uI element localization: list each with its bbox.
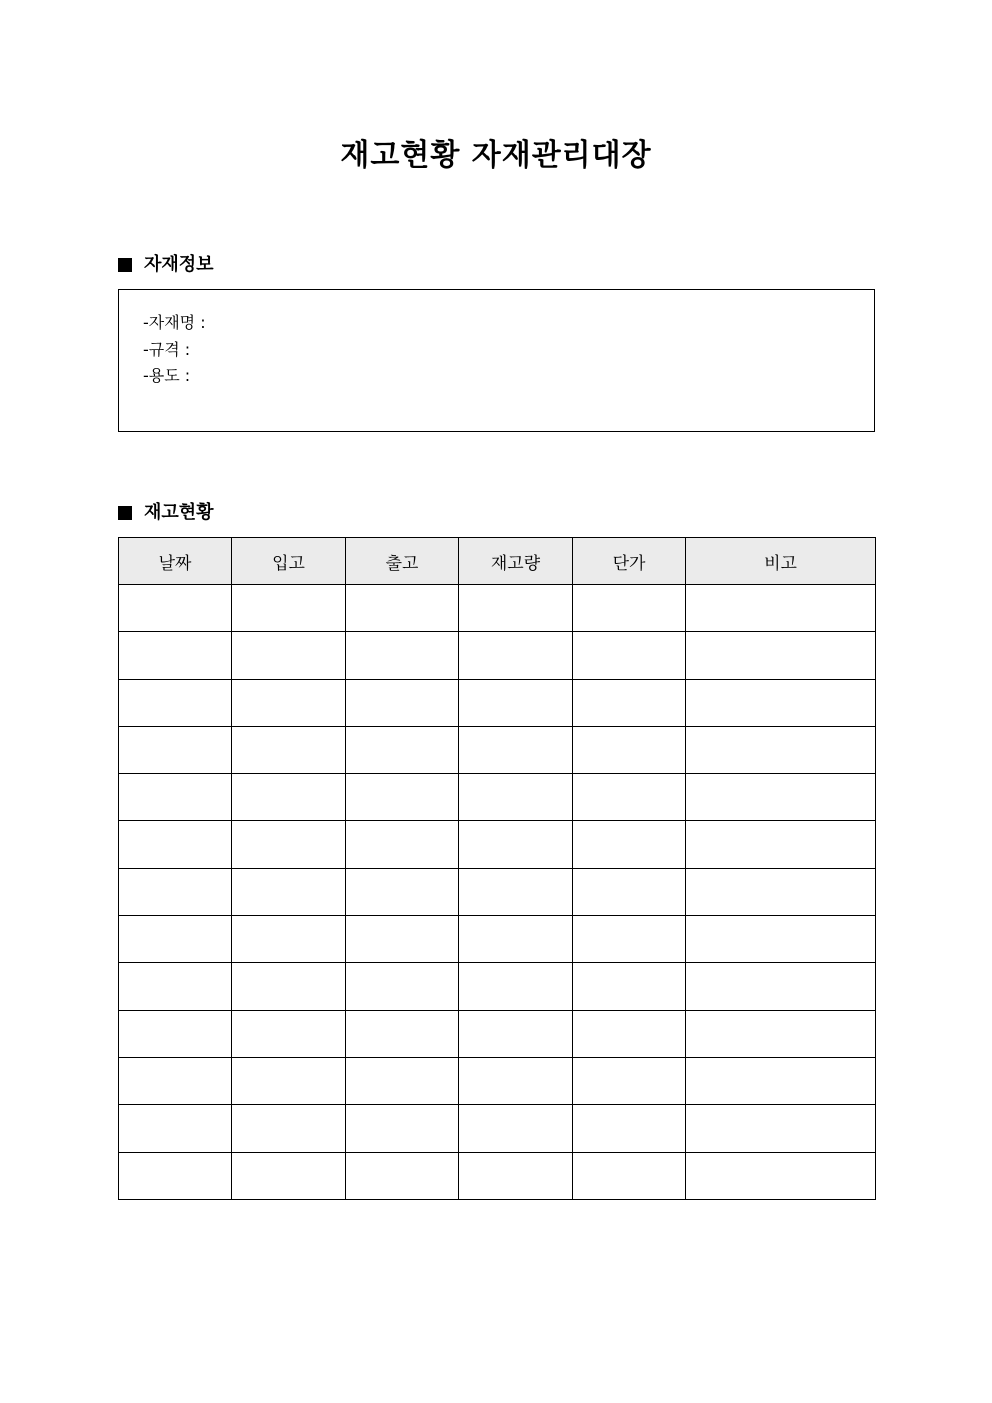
inbound-cell[interactable] [232, 916, 346, 963]
outbound-cell[interactable] [346, 726, 459, 773]
date-cell[interactable] [119, 821, 232, 868]
remarks-cell[interactable] [686, 1152, 876, 1199]
material-spec-field[interactable]: -규격 : [143, 339, 191, 359]
remarks-cell[interactable] [686, 1057, 876, 1104]
quantity-cell[interactable] [459, 632, 573, 679]
outbound-cell[interactable] [346, 585, 459, 632]
inbound-cell[interactable] [232, 632, 346, 679]
outbound-cell[interactable] [346, 868, 459, 915]
remarks-cell[interactable] [686, 774, 876, 821]
unit-price-cell[interactable] [573, 1010, 686, 1057]
outbound-cell[interactable] [346, 1057, 459, 1104]
remarks-cell[interactable] [686, 585, 876, 632]
table-row [119, 585, 876, 632]
unit-price-cell[interactable] [573, 868, 686, 915]
quantity-cell[interactable] [459, 1010, 573, 1057]
square-bullet-icon [118, 506, 132, 520]
outbound-cell[interactable] [346, 1105, 459, 1152]
inbound-cell[interactable] [232, 1152, 346, 1199]
quantity-cell[interactable] [459, 585, 573, 632]
column-header-outbound: 출고 [346, 538, 459, 585]
remarks-cell[interactable] [686, 726, 876, 773]
column-header-unit-price: 단가 [573, 538, 686, 585]
date-cell[interactable] [119, 868, 232, 915]
date-cell[interactable] [119, 963, 232, 1010]
unit-price-cell[interactable] [573, 679, 686, 726]
inbound-cell[interactable] [232, 774, 346, 821]
outbound-cell[interactable] [346, 1010, 459, 1057]
outbound-cell[interactable] [346, 963, 459, 1010]
quantity-cell[interactable] [459, 916, 573, 963]
quantity-cell[interactable] [459, 868, 573, 915]
unit-price-cell[interactable] [573, 916, 686, 963]
quantity-cell[interactable] [459, 774, 573, 821]
remarks-cell[interactable] [686, 916, 876, 963]
material-info-lines [143, 310, 206, 390]
table-row [119, 1057, 876, 1104]
column-header-remarks: 비고 [686, 538, 876, 585]
outbound-cell[interactable] [346, 774, 459, 821]
section-heading-label: 자재정보 [144, 254, 214, 275]
table-header-row [119, 538, 876, 585]
inbound-cell[interactable] [232, 1057, 346, 1104]
outbound-cell[interactable] [346, 916, 459, 963]
date-cell[interactable] [119, 726, 232, 773]
table-row [119, 868, 876, 915]
table-row [119, 821, 876, 868]
outbound-cell[interactable] [346, 632, 459, 679]
column-header-inbound: 입고 [232, 538, 346, 585]
table-row [119, 916, 876, 963]
date-cell[interactable] [119, 632, 232, 679]
remarks-cell[interactable] [686, 1105, 876, 1152]
table-row [119, 1152, 876, 1199]
date-cell[interactable] [119, 916, 232, 963]
inbound-cell[interactable] [232, 1010, 346, 1057]
remarks-cell[interactable] [686, 821, 876, 868]
unit-price-cell[interactable] [573, 963, 686, 1010]
unit-price-cell[interactable] [573, 1057, 686, 1104]
quantity-cell[interactable] [459, 1105, 573, 1152]
table-row [119, 1010, 876, 1057]
table-row [119, 1105, 876, 1152]
unit-price-cell[interactable] [573, 1105, 686, 1152]
date-cell[interactable] [119, 1105, 232, 1152]
unit-price-cell[interactable] [573, 774, 686, 821]
remarks-cell[interactable] [686, 868, 876, 915]
outbound-cell[interactable] [346, 679, 459, 726]
outbound-cell[interactable] [346, 821, 459, 868]
date-cell[interactable] [119, 679, 232, 726]
remarks-cell[interactable] [686, 632, 876, 679]
quantity-cell[interactable] [459, 1057, 573, 1104]
material-name-field[interactable]: -자재명 : [143, 313, 206, 332]
date-cell[interactable] [119, 774, 232, 821]
inbound-cell[interactable] [232, 821, 346, 868]
remarks-cell[interactable] [686, 963, 876, 1010]
outbound-cell[interactable] [346, 1152, 459, 1199]
square-bullet-icon [118, 258, 132, 272]
quantity-cell[interactable] [459, 1152, 573, 1199]
unit-price-cell[interactable] [573, 1152, 686, 1199]
table-row [119, 632, 876, 679]
remarks-cell[interactable] [686, 1010, 876, 1057]
unit-price-cell[interactable] [573, 632, 686, 679]
quantity-cell[interactable] [459, 821, 573, 868]
inbound-cell[interactable] [232, 963, 346, 1010]
table-row [119, 679, 876, 726]
inbound-cell[interactable] [232, 726, 346, 773]
section-heading-label: 재고현황 [144, 502, 214, 523]
column-header-quantity: 재고량 [459, 538, 573, 585]
inbound-cell[interactable] [232, 585, 346, 632]
unit-price-cell[interactable] [573, 585, 686, 632]
section-heading-material-info [118, 253, 214, 277]
inbound-cell[interactable] [232, 868, 346, 915]
inbound-cell[interactable] [232, 679, 346, 726]
table-row [119, 774, 876, 821]
page-title: 재고현황 자재관리대장 [340, 138, 652, 173]
table-row [119, 963, 876, 1010]
column-header-date: 날짜 [119, 538, 232, 585]
stock-table-body [119, 585, 876, 1200]
date-cell[interactable] [119, 1057, 232, 1104]
material-info-box [118, 289, 875, 432]
quantity-cell[interactable] [459, 726, 573, 773]
section-heading-stock-status [118, 501, 214, 525]
unit-price-cell[interactable] [573, 821, 686, 868]
stock-table [118, 537, 876, 1200]
date-cell[interactable] [119, 585, 232, 632]
table-row [119, 726, 876, 773]
unit-price-cell[interactable] [573, 726, 686, 773]
remarks-cell[interactable] [686, 679, 876, 726]
material-usage-field[interactable]: -용도 : [143, 366, 191, 385]
quantity-cell[interactable] [459, 963, 573, 1010]
inbound-cell[interactable] [232, 1105, 346, 1152]
date-cell[interactable] [119, 1152, 232, 1199]
date-cell[interactable] [119, 1010, 232, 1057]
quantity-cell[interactable] [459, 679, 573, 726]
